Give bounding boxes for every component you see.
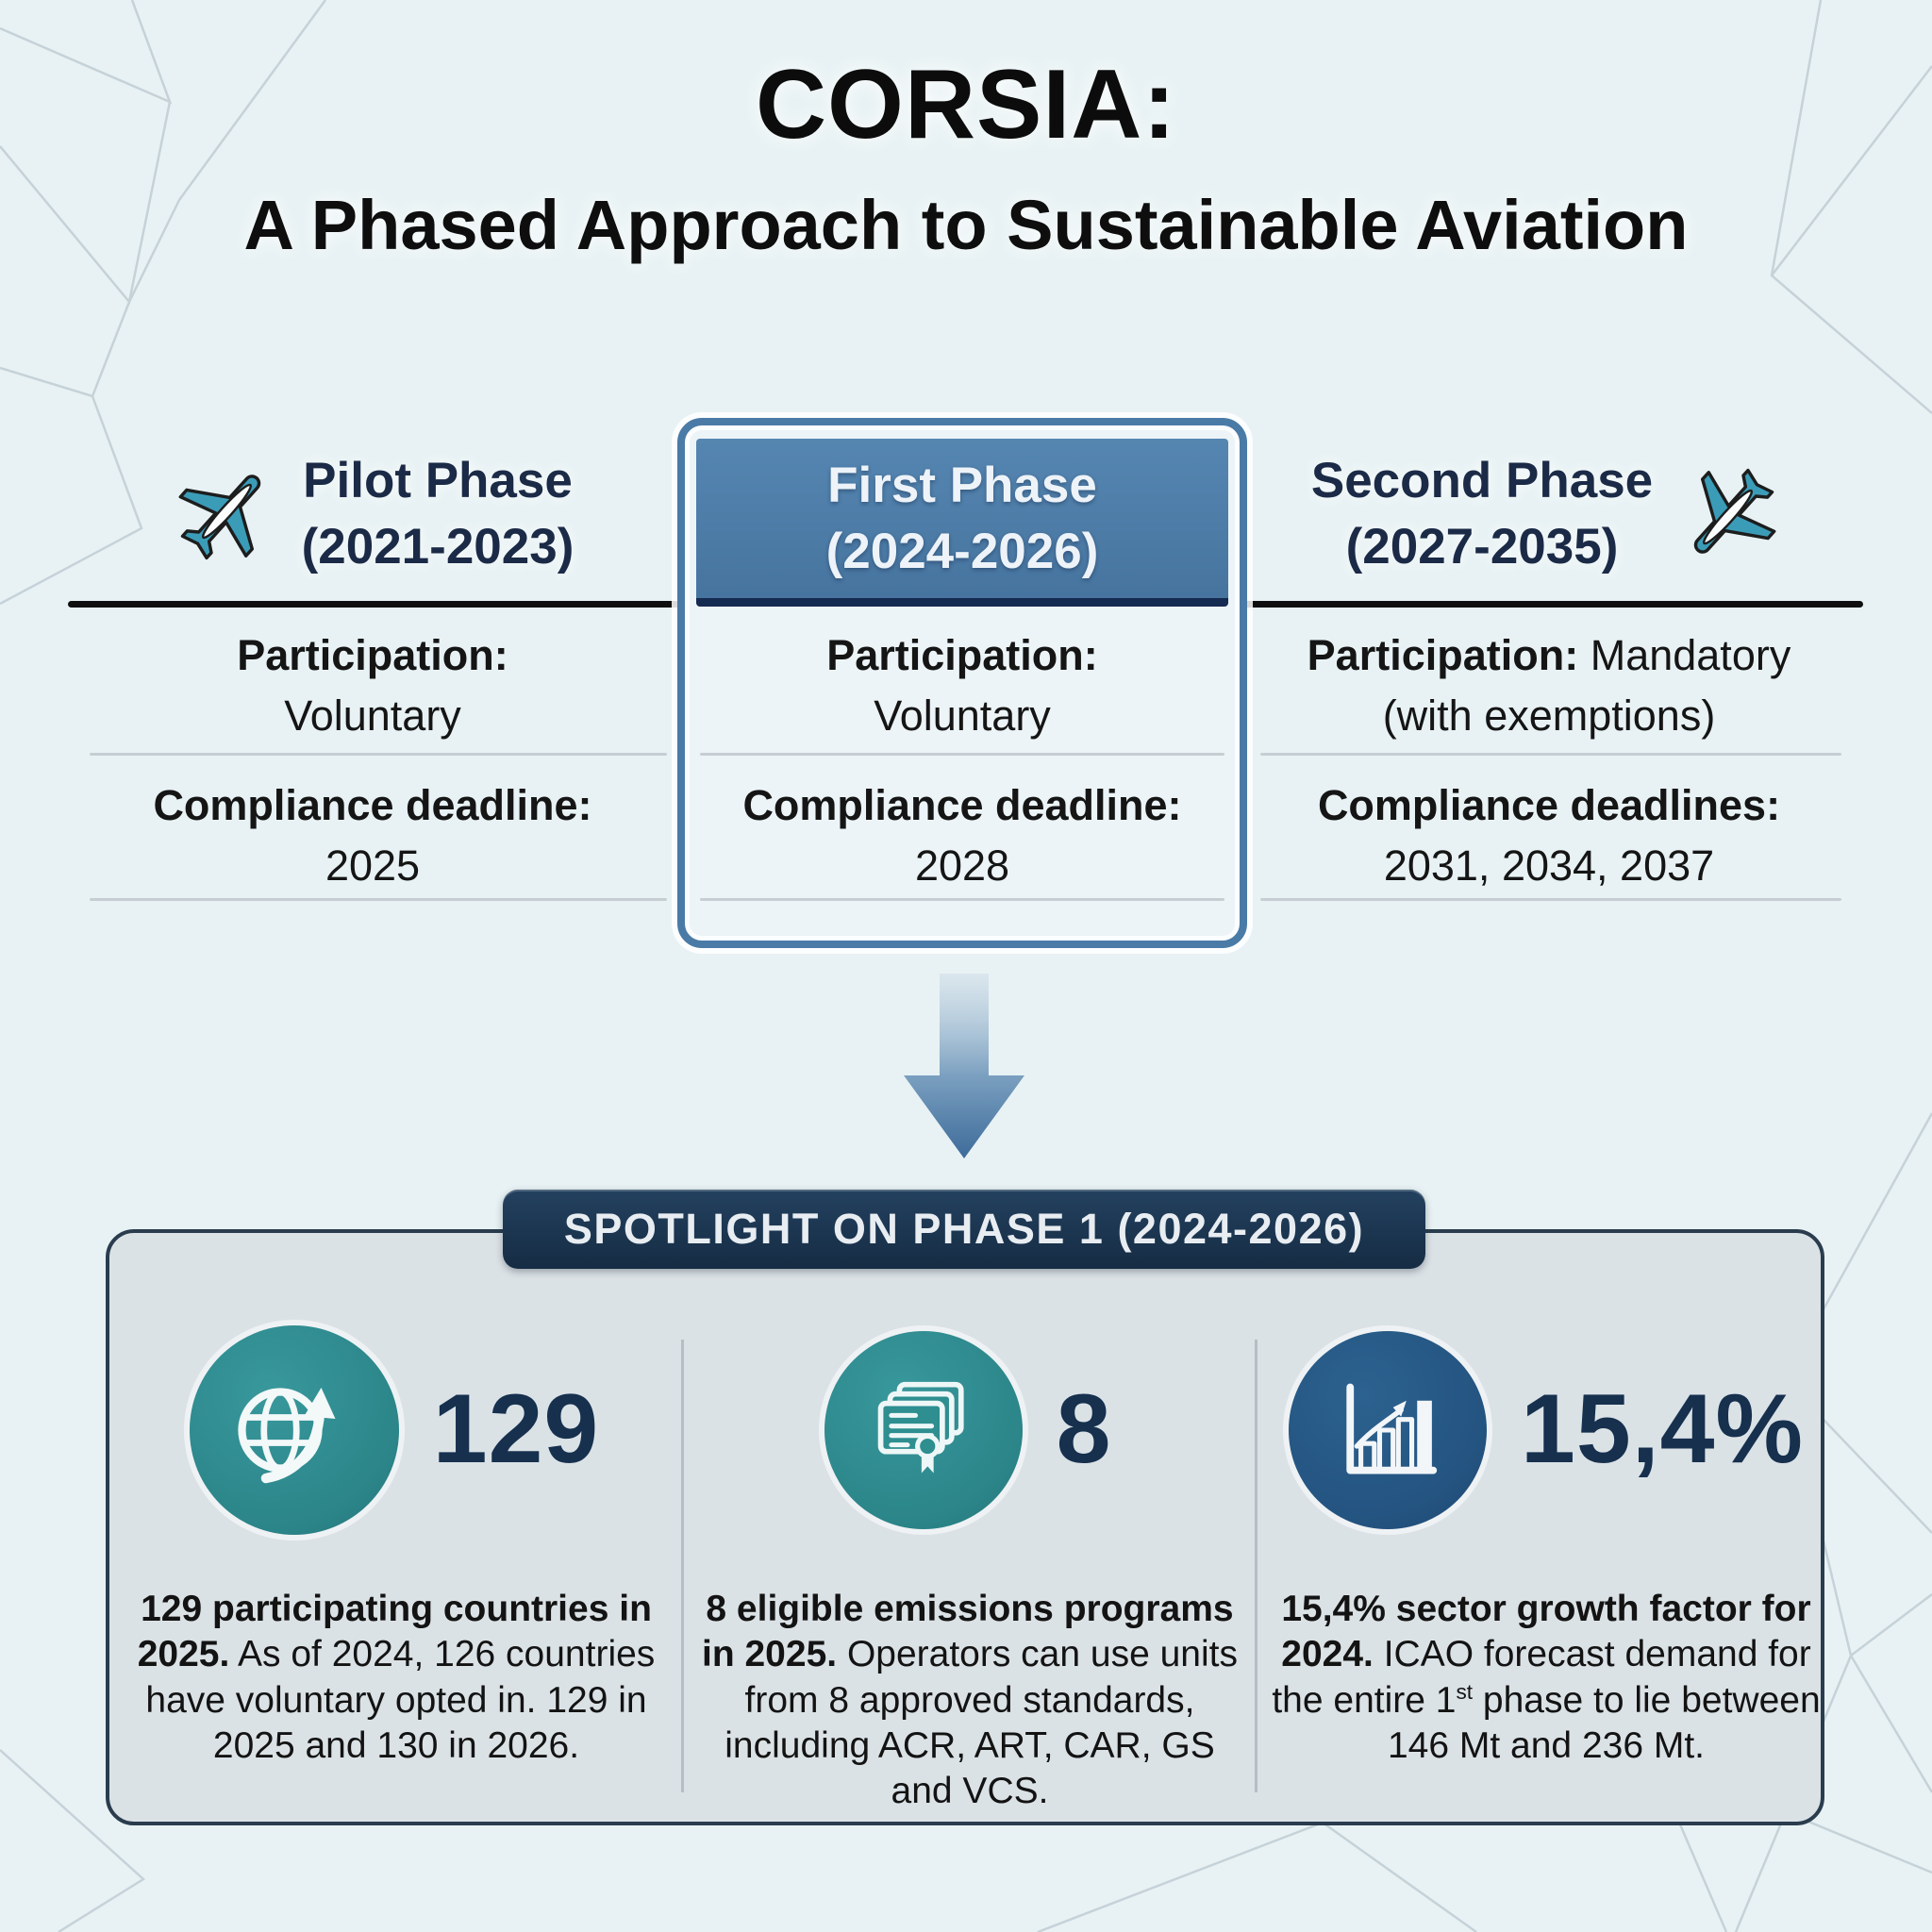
deadline-label: Compliance deadline: xyxy=(153,781,592,829)
stat-card-countries xyxy=(111,1319,677,1541)
stat-card-programs xyxy=(687,1319,1249,1541)
stat-number: 129 xyxy=(432,1374,600,1484)
deadline-value: 2025 xyxy=(325,841,421,890)
bar-chart-growth-icon xyxy=(1289,1331,1487,1529)
participation-value: Voluntary xyxy=(284,691,461,740)
row-divider xyxy=(90,898,667,901)
row-divider xyxy=(1260,898,1841,901)
row-divider xyxy=(1260,753,1841,756)
stat-body: phase to lie between 146 Mt and 236 Mt. xyxy=(1387,1679,1821,1767)
stat-body: As of 2024, 126 countries have voluntary opted in. 129 in 2025 and 130 in 2026. xyxy=(145,1634,656,1767)
stat-card-programs-text xyxy=(696,1587,1243,1815)
compliance-second xyxy=(1260,775,1838,896)
phase-name: Second Phase xyxy=(1310,453,1654,509)
compliance-first xyxy=(685,775,1240,896)
stat-number: 15,4% xyxy=(1521,1374,1804,1484)
stat-card-countries-text xyxy=(121,1587,672,1769)
participation-pilot xyxy=(85,625,660,746)
spotlight-banner: SPOTLIGHT ON PHASE 1 (2024-2026) xyxy=(503,1190,1425,1269)
stat-body: Operators can use units from 8 approved standards, including ACR, ART, CAR, GS and VCS. xyxy=(724,1634,1238,1812)
phase-header-second xyxy=(1255,415,1840,613)
ordinal-superscript: st xyxy=(1456,1679,1474,1704)
participation-first xyxy=(685,625,1240,746)
stat-number: 8 xyxy=(1056,1374,1112,1484)
stat-body: ICAO forecast demand for the entire 1 xyxy=(1272,1634,1811,1721)
down-arrow-icon xyxy=(885,974,1043,1162)
globe-growth-icon xyxy=(190,1325,399,1535)
stat-card-growth-text xyxy=(1270,1587,1823,1769)
participation-value: Mandatory xyxy=(1590,631,1791,679)
deadline-value: 2031, 2034, 2037 xyxy=(1383,841,1715,890)
row-divider xyxy=(700,898,1224,901)
deadline-label: Compliance deadlines: xyxy=(1317,781,1781,829)
phase-name: First Phase xyxy=(827,457,1097,513)
stat-lead: 129 participating countries in 2025. xyxy=(137,1589,652,1675)
phase-title xyxy=(302,448,575,580)
row-divider xyxy=(90,753,667,756)
stat-lead: 15,4% sector growth factor for 2024. xyxy=(1281,1589,1811,1675)
participation-label: Participation: xyxy=(826,631,1098,679)
compliance-pilot xyxy=(85,775,660,896)
phase-years: (2027-2035) xyxy=(1345,519,1619,575)
page-subtitle: A Phased Approach to Sustainable Aviation xyxy=(243,186,1689,264)
participation-label: Participation: xyxy=(237,631,508,679)
airplane-icon xyxy=(148,436,306,593)
phase-title xyxy=(1311,448,1653,580)
stat-card-growth xyxy=(1260,1319,1832,1541)
deadline-value: 2028 xyxy=(914,841,1010,890)
card-divider xyxy=(1255,1340,1257,1792)
participation-label: Participation: xyxy=(1307,631,1579,679)
stat-lead: 8 eligible emissions programs in 2025. xyxy=(702,1589,1234,1675)
phase-years: (2024-2026) xyxy=(825,523,1099,579)
phase-years: (2021-2023) xyxy=(301,519,575,575)
phase-name: Pilot Phase xyxy=(303,453,573,509)
participation-value: Voluntary xyxy=(874,691,1051,740)
page-title: CORSIA: xyxy=(755,50,1177,159)
row-divider xyxy=(700,753,1224,756)
airplane-icon xyxy=(1649,436,1807,593)
card-divider xyxy=(681,1340,684,1792)
deadline-label: Compliance deadline: xyxy=(742,781,1182,829)
phase-header-first xyxy=(696,439,1228,607)
participation-second xyxy=(1260,625,1838,746)
participation-note: (with exemptions) xyxy=(1382,691,1716,740)
phase-header-pilot xyxy=(80,415,665,613)
certificates-icon xyxy=(824,1331,1023,1529)
